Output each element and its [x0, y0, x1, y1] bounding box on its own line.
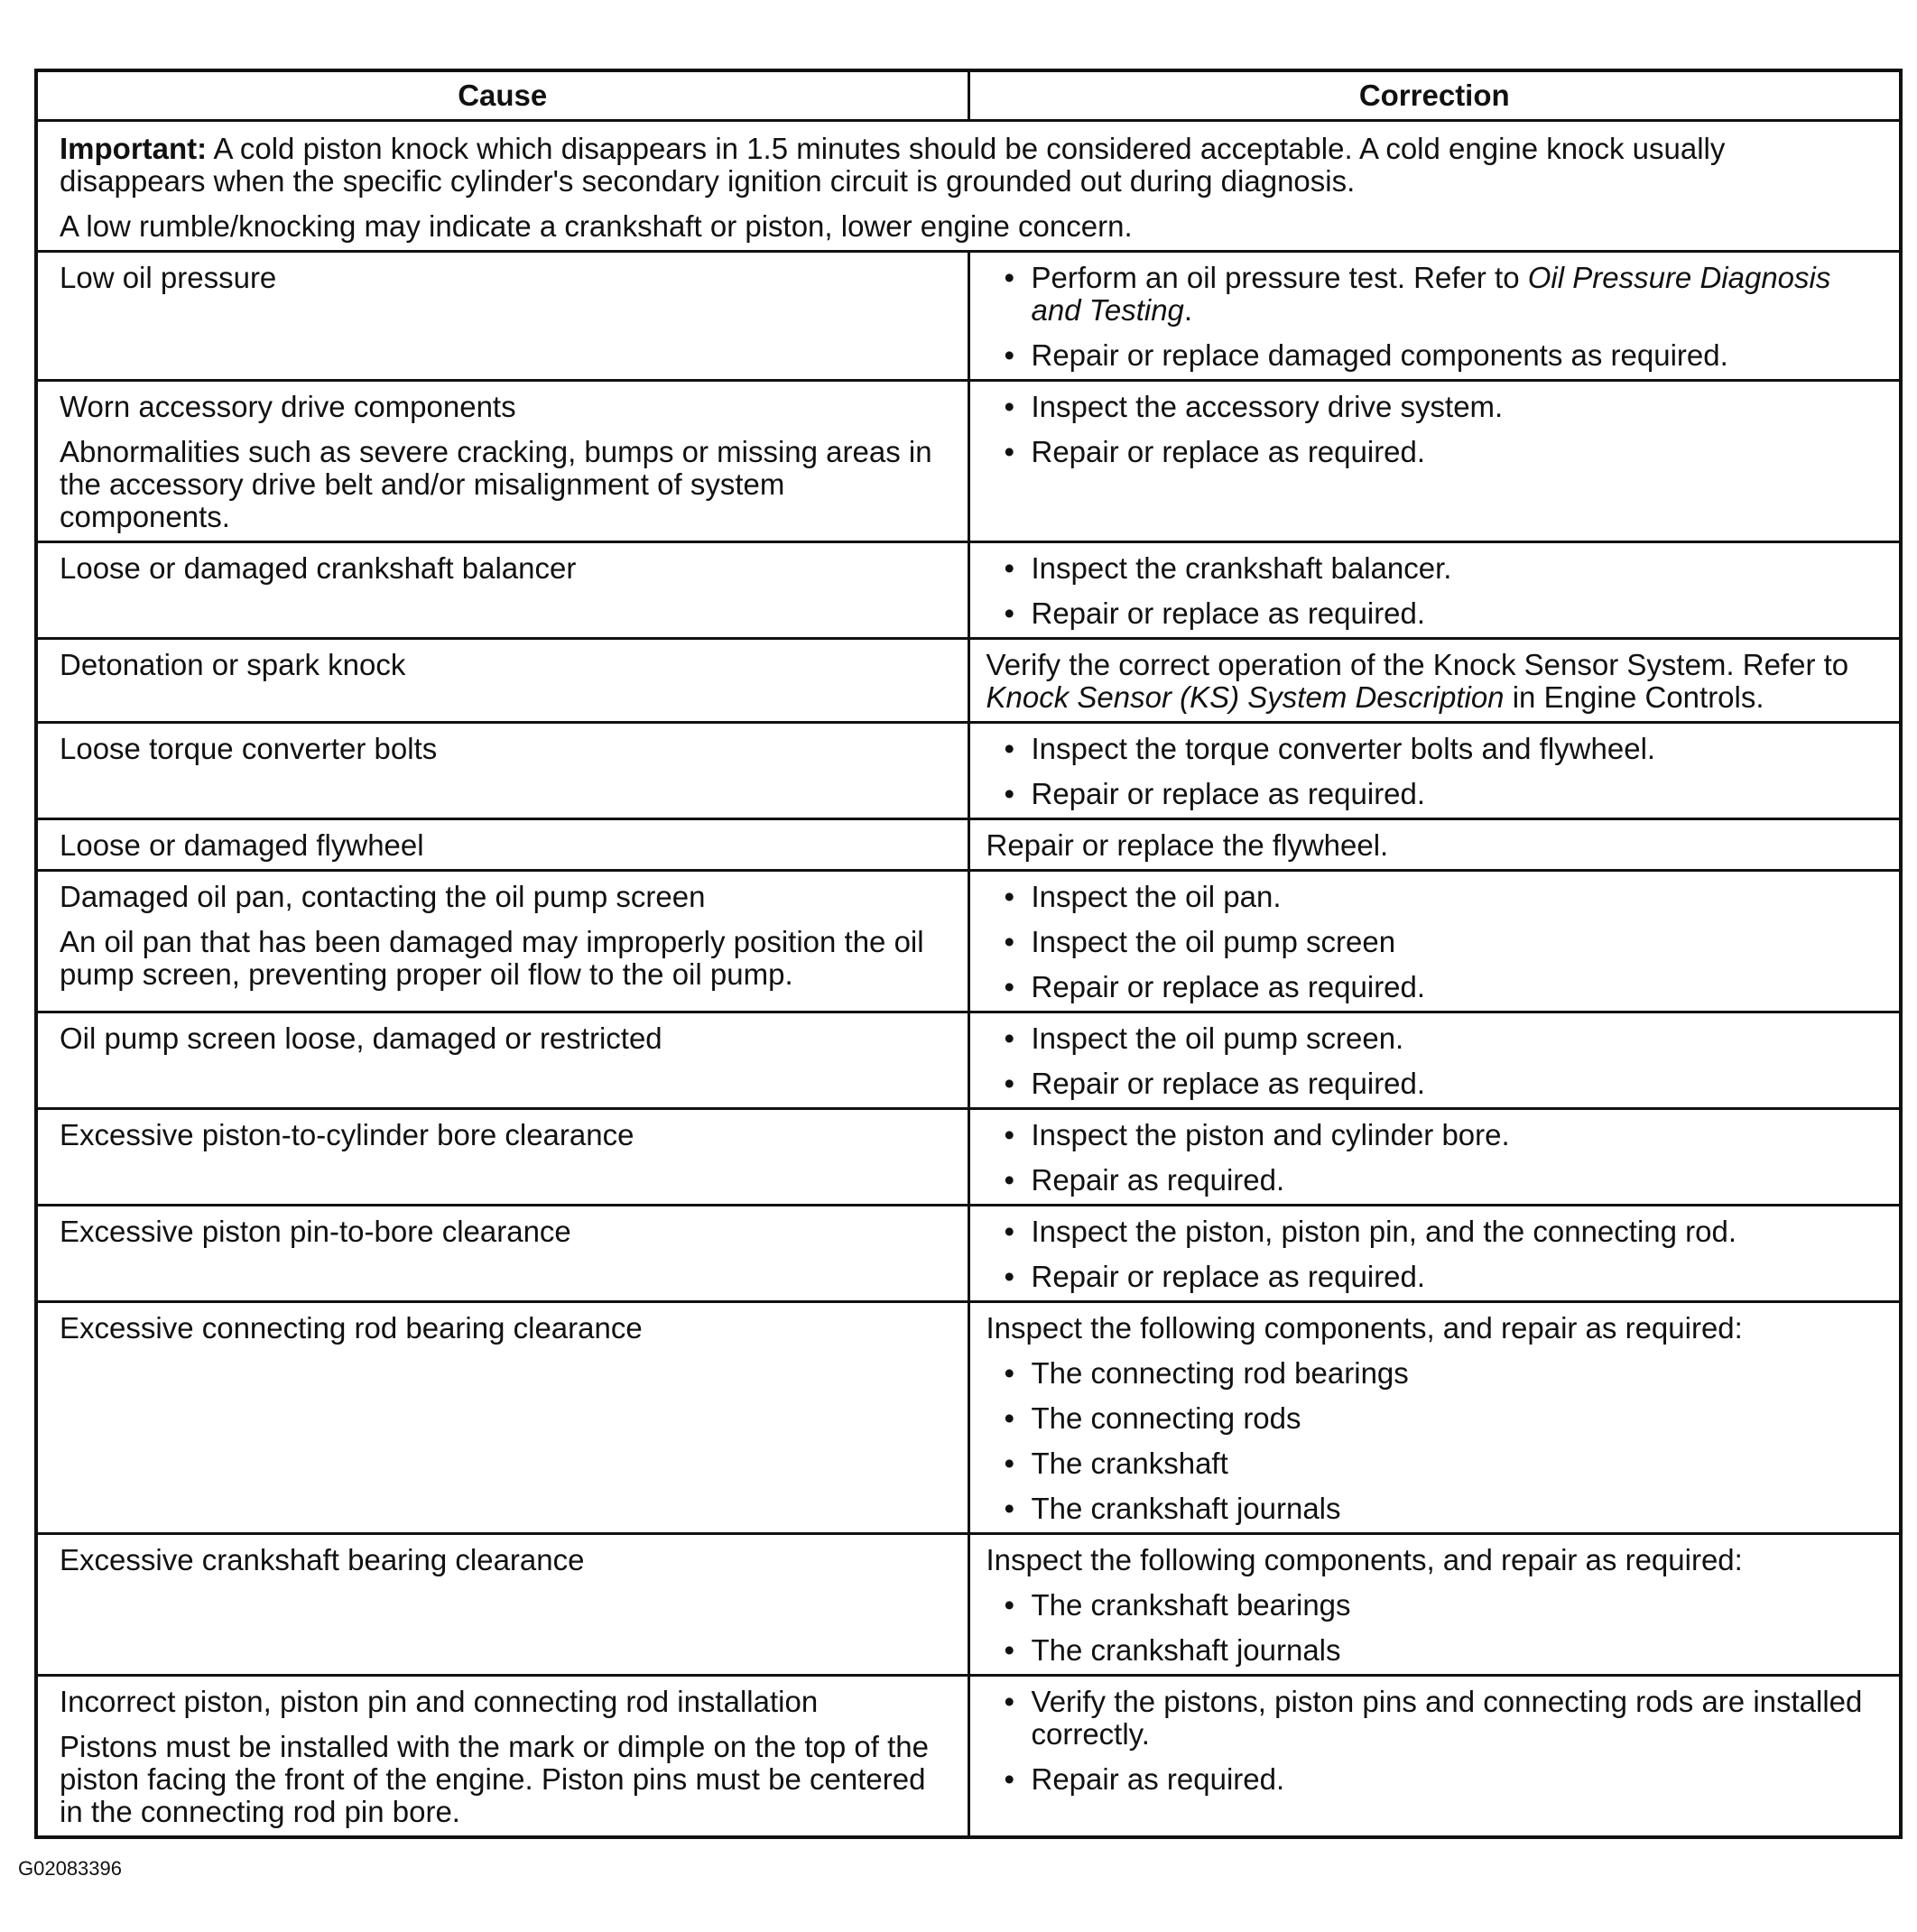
correction-cell	[968, 381, 1901, 542]
cause-text: Worn accessory drive components	[60, 390, 516, 423]
correction-cell	[968, 819, 1901, 871]
list-item: • Repair as required.	[986, 1164, 1884, 1197]
table-row	[36, 1012, 1901, 1109]
cause-cell	[36, 1676, 968, 1838]
list-item: • Repair or replace as required.	[986, 778, 1884, 810]
cause-cell	[36, 1109, 968, 1206]
list-item: • Verify the pistons, piston pins and connecting rods are installed correctly.	[986, 1686, 1884, 1751]
table-row	[36, 252, 1901, 381]
cause-text: Incorrect piston, piston pin and connecting rod installation	[60, 1685, 819, 1718]
table-row	[36, 723, 1901, 819]
list-item: • The crankshaft journals	[986, 1493, 1884, 1525]
table-row	[36, 819, 1901, 871]
list-item: • The connecting rods	[986, 1402, 1884, 1435]
correction-text: Repair or replace the flywheel.	[986, 828, 1389, 862]
cause-text: Excessive piston-to-cylinder bore clearance	[60, 1118, 634, 1151]
cause-cell	[36, 542, 968, 639]
cause-column-header: Cause	[36, 70, 968, 121]
correction-cell	[968, 723, 1901, 819]
list-item: • Repair or replace as required.	[986, 597, 1884, 630]
correction-cell	[968, 1012, 1901, 1109]
correction-list	[986, 1686, 1884, 1796]
cause-text: Low oil pressure	[60, 261, 277, 294]
cause-cell	[36, 1534, 968, 1676]
correction-list	[986, 262, 1884, 372]
table-header-row	[36, 70, 1901, 121]
list-item: • Inspect the piston, piston pin, and the connecting rod.	[986, 1216, 1884, 1248]
list-item	[986, 262, 1884, 327]
correction-text	[986, 649, 1884, 714]
correction-cell	[968, 1206, 1901, 1302]
table-row	[36, 381, 1901, 542]
correction-list	[986, 1022, 1884, 1100]
correction-list	[986, 1119, 1884, 1197]
reference-link: Knock Sensor (KS) System Description	[986, 680, 1505, 714]
table-row	[36, 1109, 1901, 1206]
cause-detail: Abnormalities such as severe cracking, bumps or missing areas in the accessory drive belt and/or misalignment of system components.	[60, 435, 932, 533]
correction-list	[986, 881, 1884, 1003]
correction-list	[986, 1589, 1884, 1667]
list-item: • Repair or replace as required.	[986, 971, 1884, 1003]
cause-text: Loose or damaged crankshaft balancer	[60, 551, 577, 585]
correction-text-main: Verify the correct operation of the Knock Sensor System. Refer to	[986, 648, 1849, 681]
list-item: • Inspect the accessory drive system.	[986, 391, 1884, 423]
correction-cell	[968, 1302, 1901, 1534]
correction-list	[986, 391, 1884, 468]
list-item: • The crankshaft bearings	[986, 1589, 1884, 1622]
important-note-line2: A low rumble/knocking may indicate a crankshaft or piston, lower engine concern.	[60, 209, 1133, 243]
cause-cell	[36, 871, 968, 1012]
correction-list	[986, 733, 1884, 810]
cause-cell	[36, 639, 968, 723]
correction-cell	[968, 1109, 1901, 1206]
table-row	[36, 542, 1901, 639]
cause-cell	[36, 1302, 968, 1534]
important-label: Important:	[60, 132, 208, 165]
important-note-row	[36, 121, 1901, 252]
list-item: • Inspect the oil pan.	[986, 881, 1884, 913]
cause-text: Damaged oil pan, contacting the oil pump screen	[60, 880, 706, 913]
list-item: • Inspect the oil pump screen	[986, 926, 1884, 958]
correction-cell	[968, 542, 1901, 639]
correction-text: Perform an oil pressure test. Refer to	[1031, 261, 1528, 294]
cause-cell	[36, 1206, 968, 1302]
cause-cell	[36, 252, 968, 381]
table-row	[36, 1534, 1901, 1676]
list-item: • The crankshaft journals	[986, 1634, 1884, 1667]
figure-id: G02083396	[18, 1857, 122, 1880]
important-text: A cold piston knock which disappears in 1.5 minutes should be considered acceptable. A cold engine knock usually disappears when the specific cylinder's secondary ignition circuit is grounded out during diagnosis.	[60, 132, 1726, 198]
cause-text: Excessive crankshaft bearing clearance	[60, 1543, 585, 1576]
reference-link: Oil Pressure Diagnosis and Testing	[1031, 261, 1831, 327]
list-item: • Inspect the torque converter bolts and flywheel.	[986, 733, 1884, 765]
correction-column-header: Correction	[968, 70, 1901, 121]
correction-text-post: in Engine Controls.	[1504, 680, 1764, 714]
correction-list	[986, 1216, 1884, 1293]
cause-text: Excessive piston pin-to-bore clearance	[60, 1215, 571, 1248]
cause-text: Oil pump screen loose, damaged or restricted	[60, 1021, 662, 1055]
cause-cell	[36, 819, 968, 871]
important-note	[36, 121, 1901, 252]
list-item: • Repair or replace as required.	[986, 1068, 1884, 1100]
table-row	[36, 871, 1901, 1012]
cause-cell	[36, 1012, 968, 1109]
correction-list	[986, 1357, 1884, 1525]
cause-text: Loose or damaged flywheel	[60, 828, 424, 862]
important-note-text	[60, 133, 1877, 198]
correction-cell	[968, 1534, 1901, 1676]
list-item: • The connecting rod bearings	[986, 1357, 1884, 1390]
cause-detail: Pistons must be installed with the mark or dimple on the top of the piston facing the front of the engine. Piston pins must be centered in the connecting rod pin bore.	[60, 1730, 929, 1828]
cause-text: Loose torque converter bolts	[60, 732, 438, 765]
diagnosis-table	[34, 69, 1903, 1839]
correction-cell	[968, 639, 1901, 723]
list-item: • Repair or replace as required.	[986, 1261, 1884, 1293]
table-row	[36, 1206, 1901, 1302]
table-row	[36, 1302, 1901, 1534]
list-item: • Inspect the crankshaft balancer.	[986, 552, 1884, 585]
table-row	[36, 1676, 1901, 1838]
correction-text: .	[1183, 293, 1193, 327]
correction-cell	[968, 1676, 1901, 1838]
correction-text: Inspect the following components, and repair as required:	[986, 1311, 1743, 1345]
correction-cell	[968, 871, 1901, 1012]
list-item: • Repair or replace as required.	[986, 436, 1884, 468]
list-item: • Inspect the piston and cylinder bore.	[986, 1119, 1884, 1151]
table-row	[36, 639, 1901, 723]
list-item: • Inspect the oil pump screen.	[986, 1022, 1884, 1055]
cause-text: Excessive connecting rod bearing clearance	[60, 1311, 643, 1345]
correction-text: Inspect the following components, and repair as required:	[986, 1543, 1743, 1576]
list-item: • Repair as required.	[986, 1763, 1884, 1796]
correction-list	[986, 552, 1884, 630]
correction-cell	[968, 252, 1901, 381]
list-item: • Repair or replace damaged components as required.	[986, 339, 1884, 372]
cause-cell	[36, 723, 968, 819]
cause-cell	[36, 381, 968, 542]
cause-detail: An oil pan that has been damaged may improperly position the oil pump screen, preventing proper oil flow to the oil pump.	[60, 925, 924, 991]
cause-text: Detonation or spark knock	[60, 648, 406, 681]
list-item: • The crankshaft	[986, 1447, 1884, 1480]
